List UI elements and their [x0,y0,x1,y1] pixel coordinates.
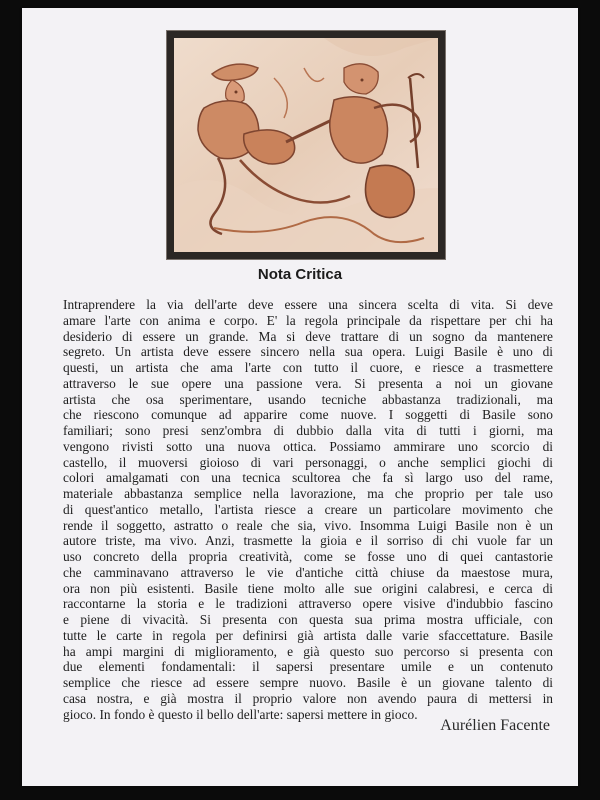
text-line: colori amalgamati con una tecnica scultorea che fa sì largo uso del rame, [63,470,553,486]
text-line: segreto. Un artista deve essere sincero nella sua opera. Luigi Basile è uno di [63,344,553,360]
text-line: e piene di vivacità. Si presenta con questa sua prima mostra ufficiale, con [63,612,553,627]
author-signature: Aurélien Facente [440,717,550,734]
text-line: semplice che riesce ad essere sempre nuovo. Basile è un giovane talento di [63,675,553,690]
text-line: questi, un artista che ama l'arte con tutto il cuore, e riesce a trasmettere [63,360,553,375]
text-line: vengono rivisti sotto una nuova ottica. Possiamo ammirare uno scorcio di [63,438,553,454]
text-line: tutte le carte in regola per definirsi già artista dalle varie sfaccettature. Basile [63,627,553,643]
text-line: che camminavano attraverso le vie d'antiche città chiuse da maestose mura, [63,564,553,580]
text-line: di quest'antico metallo, l'artista riesce a creare un particolare movimento che [63,501,553,517]
text-line: ora non più esistenti. Basile tiene molto alle sue origini calabresi, e cerca di [63,580,553,596]
text-line: raccontarne la storia e le tradizioni attraverso opere visive d'indubbio fascino [63,596,553,612]
text-line: rende il soggetto, astratto o reale che sia, vivo. Insomma Luigi Basile non è un [63,517,553,533]
text-line: desiderio di essere un grande. Ma si deve trattare di un sogno da mantenere [63,328,553,344]
text-line: ha ampi margini di miglioramento, e già questo suo percorso si presenta con [63,643,553,659]
text-line: casa nostra, e già mostra il proprio valore non avendo paura di mettersi in [63,690,553,706]
text-line: gioco. In fondo è questo il bello dell'arte: sapersi mettere in gioco. [63,706,418,722]
critique-text [63,297,553,722]
text-line: autore triste, ma vivo. Anzi, trasmette la gioia e il sorriso di chi vuole far un [63,533,553,549]
page-title: Nota Critica [257,266,343,283]
text-line: uso concreto della propria creatività, come se fosse uno di quei cantastorie [63,549,553,564]
framed-artwork [166,30,446,260]
text-line: amare l'arte con anima e corpo. E' la regola principale da rispettare per chi ha [63,312,553,328]
text-line: artista che osa sperimentare, usando tecniche abbastanza tradizionali, ma [63,391,553,407]
text-line: attraverso le sue opere una passione vera. Si presenta a noi un giovane [63,375,553,391]
document-page [22,8,578,786]
text-line: Intraprendere la via dell'arte deve essere una sincera scelta di vita. Si deve [63,297,553,312]
text-line: che riescono comunque ad apparire come nuove. I soggetti di Basile sono [63,407,553,423]
text-line: familiari; sono presi senz'ombra di dubbio dalla vita di tutti i giorni, ma [63,423,553,438]
text-line: castello, il muoversi gioioso di vari personaggi, o anche semplici giochi di [63,454,553,470]
copper-relief-artwork [174,38,438,252]
text-line: due elementi fondamentali: il sapersi presentare umile e un contenuto [63,659,553,675]
text-line: materiale abbastanza semplice nella lavorazione, ma che proprio per tale uso [63,486,553,501]
